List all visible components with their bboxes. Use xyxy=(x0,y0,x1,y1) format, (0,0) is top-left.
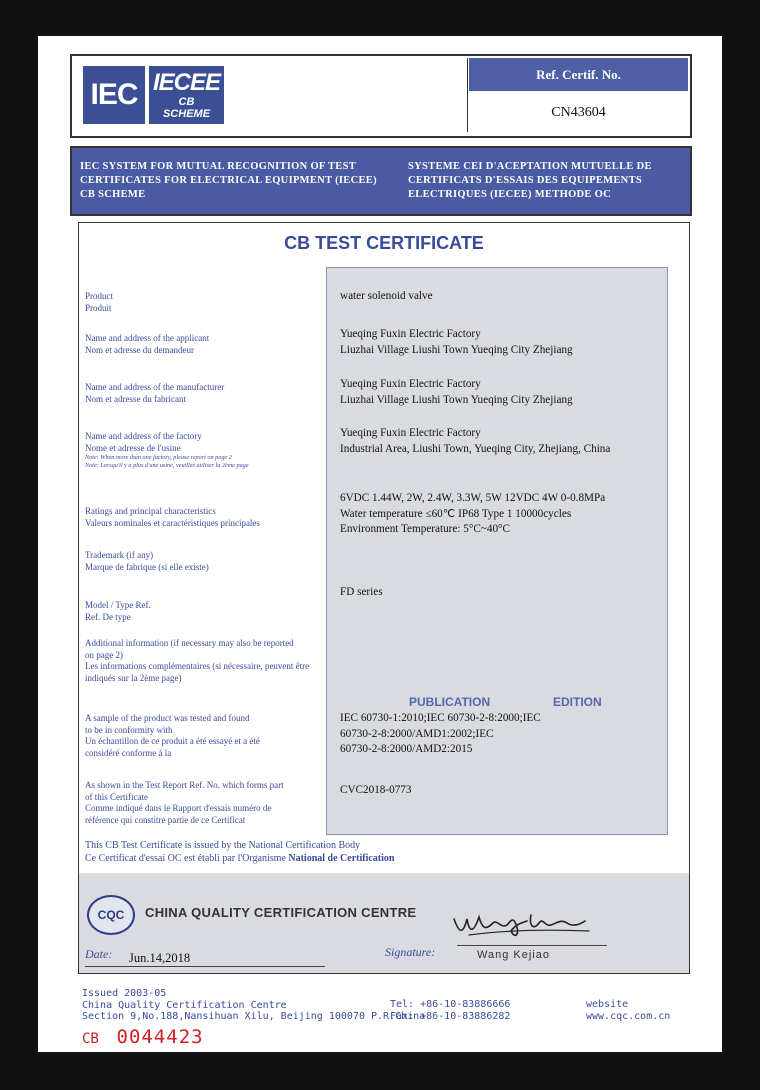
test-report-label xyxy=(85,780,325,826)
footer-issued: Issued 2003-05 xyxy=(82,988,167,999)
cqc-name: CHINA QUALITY CERTIFICATION CENTRE xyxy=(145,905,417,920)
certificate-page xyxy=(38,36,722,1052)
footer-website-url: www.cqc.com.cn xyxy=(586,1010,671,1022)
ratings-label-en: Ratings and principal characteristics xyxy=(85,506,216,516)
manufacturer-label-en: Name and address of the manufacturer xyxy=(85,382,225,392)
iecee-logo-text: IECEE xyxy=(152,69,221,96)
factory-name: Yueqing Fuxin Electric Factory xyxy=(340,427,481,439)
additional-info-en-1: Additional information (if necessary may also be reported xyxy=(85,638,294,648)
factory-address: Industrial Area, Liushi Town, Yueqing City, Zhejiang, China xyxy=(340,442,611,455)
iecee-cb-scheme-logo xyxy=(149,66,224,124)
banner-english: IEC SYSTEM FOR MUTUAL RECOGNITION OF TEST CERTIFICATES FOR ELECTRICAL EQUIPMENT (IECEE) CB SCHEME xyxy=(80,161,377,200)
factory-note-en: Note: When more than one factory, please report on page 2 xyxy=(85,454,232,461)
factory-note-fr: Note: Lorsqu'il y a plus d'une usine, veuillez utiliser la 2ème page xyxy=(85,462,249,469)
serial-prefix: CB xyxy=(82,1031,99,1047)
additional-info-fr-1: Les informations complémentaires (si nécessaire, peuvent être xyxy=(85,661,310,671)
trademark-label xyxy=(85,550,325,573)
manufacturer-label xyxy=(85,382,325,405)
publication-line-2: 60730-2-8:2000/AMD1:2002;IEC xyxy=(340,727,494,740)
date-label: Date: xyxy=(85,947,113,961)
applicant-label xyxy=(85,333,325,356)
model-value: FD series xyxy=(340,586,383,598)
footer-fax: Fax: +86-10-83886282 xyxy=(390,1010,511,1022)
footer-address: Section 9,No.188,Nansihuan Xilu, Beijing 100070 P.R.China xyxy=(82,1011,426,1022)
date-value: Jun.14,2018 xyxy=(129,951,191,965)
certificate-body xyxy=(78,222,690,974)
issuing-body-en: This CB Test Certificate is issued by the National Certification Body xyxy=(85,840,361,851)
signature-line xyxy=(457,945,607,946)
cb-logo-text: CB xyxy=(178,96,195,108)
footer-issuer xyxy=(82,988,425,1023)
sample-en-2: to be in conformity with xyxy=(85,724,173,735)
serial-digits: 0044423 xyxy=(116,1026,204,1048)
ref-certif-label: Ref. Certif. No. xyxy=(469,58,688,91)
manufacturer-value xyxy=(340,377,660,408)
factory-label-fr: Nome et adresse de l'usine xyxy=(85,442,181,453)
additional-info-label xyxy=(85,638,325,684)
iecee-banner xyxy=(70,146,692,216)
publication-value xyxy=(340,711,660,758)
trademark-label-fr: Marque de fabrique (si elle existe) xyxy=(85,561,209,572)
factory-value xyxy=(340,426,660,457)
ratings-line-2: Water temperature ≤60℃ IP68 Type 1 10000cycles xyxy=(340,507,572,520)
cqc-signature-band xyxy=(79,873,689,973)
sample-fr-2: considéré conforme à la xyxy=(85,747,172,758)
applicant-value xyxy=(340,327,660,358)
signer-name: Wang Kejiao xyxy=(477,949,550,961)
certificate-header xyxy=(70,54,692,138)
ratings-label-fr: Valeurs nominales et caractéristiques principales xyxy=(85,517,260,528)
issuing-body-fr xyxy=(85,852,685,865)
footer-contact xyxy=(390,999,510,1022)
footer-org: China Quality Certification Centre xyxy=(82,999,287,1011)
product-label-fr: Produit xyxy=(85,302,112,313)
iec-logo: IEC xyxy=(83,66,145,124)
footer-website-label: website xyxy=(586,999,629,1010)
applicant-name: Yueqing Fuxin Electric Factory xyxy=(340,328,481,340)
sample-en-1: A sample of the product was tested and found xyxy=(85,713,250,723)
ref-certif-number: CN43604 xyxy=(551,105,606,120)
applicant-address: Liuzhai Village Liushi Town Yueqing City Zhejiang xyxy=(340,343,573,356)
publication-line-1: IEC 60730-1:2010;IEC 60730-2-8:2000;IEC xyxy=(340,712,541,724)
sample-label xyxy=(85,713,325,759)
product-value: water solenoid valve xyxy=(340,290,433,302)
model-label-en: Model / Type Ref. xyxy=(85,600,151,610)
factory-label xyxy=(85,431,325,470)
test-report-value: CVC2018-0773 xyxy=(340,784,412,796)
publication-line-3: 60730-2-8:2000/AMD2:2015 xyxy=(340,743,473,755)
page-title: CB TEST CERTIFICATE xyxy=(284,233,484,253)
signature-label: Signature: xyxy=(385,945,436,959)
header-divider xyxy=(467,58,468,132)
manufacturer-label-fr: Nom et adresse du fabricant xyxy=(85,393,186,404)
product-label-en: Product xyxy=(85,291,113,301)
additional-info-en-2: on page 2) xyxy=(85,649,123,660)
cqc-logo: CQC xyxy=(87,895,135,935)
test-report-fr-1: Comme indiqué dans le Rapport d'essais numéro de xyxy=(85,803,272,813)
issuing-body-statement xyxy=(85,839,685,865)
handwritten-signature xyxy=(449,905,599,945)
issuing-body-fr-text: Ce Certificat d'essai OC est établi par l'Organisme xyxy=(85,853,289,864)
ratings-label xyxy=(85,506,325,529)
sample-fr-1: Un échantillon de ce produit a été essayé et a été xyxy=(85,736,260,746)
test-report-fr-2: référence qui constitre partie de ce Certificat xyxy=(85,814,246,825)
model-label-fr: Ref. De type xyxy=(85,611,131,622)
test-report-en-2: of this Certificate xyxy=(85,791,148,802)
banner-french: SYSTEME CEI D'ACEPTATION MUTUELLE DE CERTIFICATS D'ESSAIS DES EQUIPEMENTS ELECTRIQUES (IECEE) METHODE OC xyxy=(408,161,652,200)
footer-tel: Tel: +86-10-83886666 xyxy=(390,999,511,1010)
publication-heading: PUBLICATION xyxy=(409,695,491,709)
serial-number xyxy=(82,1026,204,1048)
ratings-line-1: 6VDC 1.44W, 2W, 2.4W, 3.3W, 5W 12VDC 4W 0-0.8MPa xyxy=(340,492,606,504)
issuing-body-fr-bold: National de Certification xyxy=(288,853,395,864)
applicant-label-en: Name and address of the applicant xyxy=(85,333,210,343)
additional-info-fr-2: indiqués sur la 2ème page) xyxy=(85,672,182,683)
product-label xyxy=(85,291,325,314)
factory-label-en: Name and address of the factory xyxy=(85,431,202,441)
manufacturer-name: Yueqing Fuxin Electric Factory xyxy=(340,378,481,390)
manufacturer-address: Liuzhai Village Liushi Town Yueqing City Zhejiang xyxy=(340,393,573,406)
model-label xyxy=(85,600,325,623)
test-report-en-1: As shown in the Test Report Ref. No. which forms part xyxy=(85,780,284,790)
date-line xyxy=(85,966,325,967)
trademark-label-en: Trademark (if any) xyxy=(85,550,154,560)
edition-heading: EDITION xyxy=(553,695,602,709)
ratings-value xyxy=(340,491,660,538)
footer-website xyxy=(586,999,670,1022)
scheme-logo-text: SCHEME xyxy=(162,108,211,120)
applicant-label-fr: Nom et adresse du demandeur xyxy=(85,344,194,355)
ratings-line-3: Environment Temperature: 5°C~40°C xyxy=(340,523,510,535)
